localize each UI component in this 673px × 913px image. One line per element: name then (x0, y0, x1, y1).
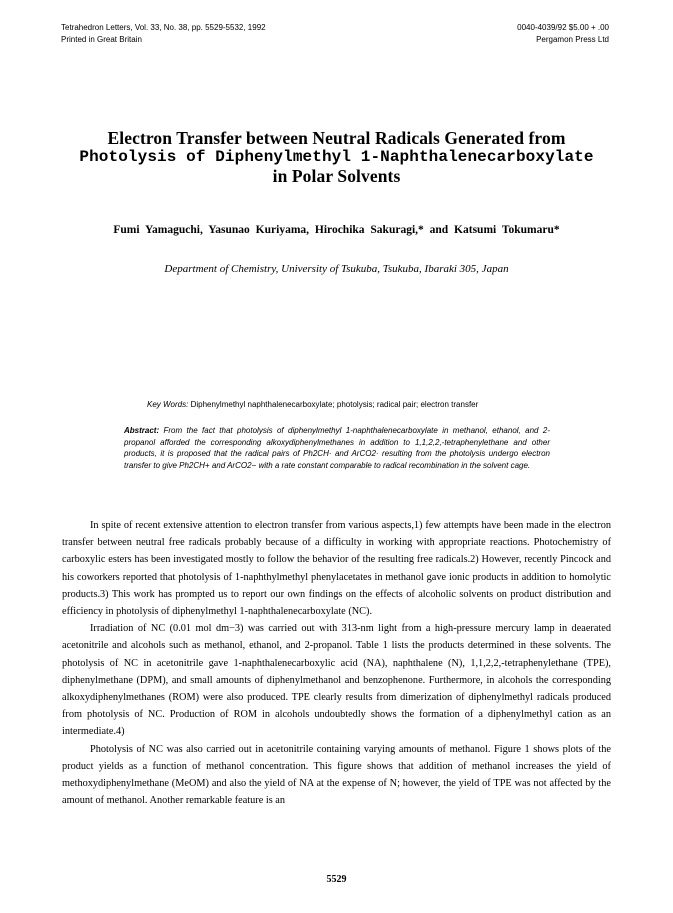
author-list: Fumi Yamaguchi, Yasunao Kuriyama, Hirochika Sakuragi,* and Katsumi Tokumaru* (113, 224, 560, 236)
title-line-1: Electron Transfer between Neutral Radicals Generated from (107, 128, 566, 148)
body-paragraph-2: Irradiation of NC (0.01 mol dm−3) was carried out with 313-nm light from a high-pressure mercury lamp in deaerated acetonitrile and alcohols such as methanol, ethanol, and 2-propanol. Table 1 lists the products determined in these solvents. The photolysis of NC in acetonitrile gave 1-naphthalenecarboxylic acid (NA), naphthalene (N), 1,1,2,2,-tetraphenylethane (TPE), diphenylmethane (DPM), and small amounts of diphenylmethanol and benzophenone. Furthermore, in alcohols the corresponding alkoxydiphenylmethanes (ROM) were also produced. TPE clearly results from dimerization of diphenylmethyl radicals produced from photolysis of NC. Production of ROM in alcohols undoubtedly shows the formation of a diphenylmethyl cation as an intermediate.4) (62, 623, 611, 738)
title-line-2: Photolysis of Diphenylmethyl 1-Naphthalenecarboxylate (79, 148, 594, 166)
price-code: 0040-4039/92 $5.00 + .00 (517, 23, 609, 32)
body-paragraph-3: Photolysis of NC was also carried out in acetonitrile containing varying amounts of methanol. Figure 1 shows plots of the product yields as a function of methanol concentration. This figure shows that addition of methanol increases the yield of methoxydiphenylmethane (MeOM) and also the yield of NA at the expense of N; however, the yield of TPE was not affected by the amount of methanol. Another remarkable feature is an (62, 743, 611, 807)
keywords-text: Diphenylmethyl naphthalenecarboxylate; photolysis; radical pair; electron transfer (190, 400, 479, 409)
journal-header (61, 22, 266, 46)
body-paragraph-1: In spite of recent extensive attention to electron transfer from various aspects,1) few attempts have been made in the electron transfer between neutral free radicals probably because of a difficulty in working with appropriate reactions. Photochemistry of carboxylic esters has been investigated mostly to follow the behavior of the resulting free radicals.2) However, recently Pincock and his coworkers reported that photolysis of 1-naphthylmethyl phenylacetates in methanol gave ionic products in addition to homolytic products.3) This work has prompted us to report our own findings on the effects of alcoholic solvents on product distribution and efficiency in photolysis of diphenylmethyl 1-naphthalenecarboxylate (NC). (62, 520, 611, 618)
publisher-name: Pergamon Press Ltd (536, 35, 609, 44)
title-line-3: in Polar Solvents (272, 166, 401, 186)
abstract (124, 425, 550, 472)
printed-location: Printed in Great Britain (61, 35, 142, 44)
page-number: 5529 (326, 874, 347, 885)
journal-citation: Tetrahedron Letters, Vol. 33, No. 38, pp. 5529-5532, 1992 (61, 23, 266, 32)
keywords (147, 399, 587, 411)
publisher-header (517, 22, 609, 46)
article-title (40, 129, 633, 186)
abstract-label: Abstract: (124, 426, 160, 435)
abstract-text: From the fact that photolysis of diphenylmethyl 1-naphthalenecarboxylate in methanol, ethanol, and 2-propanol afforded the corresponding alkoxydiphenylmethanes in addition to 1,1,2,2,-tetraphenylethane and other products, it is proposed that the radical pairs of Ph2CH· and ArCO2· resulting from the photolysis undergo electron transfer to give Ph2CH+ and ArCO2− with a rate constant comparable to radical recombination in the solvent cage. (124, 426, 550, 471)
keywords-label: Key Words: (147, 400, 189, 409)
affiliation: Department of Chemistry, University of Tsukuba, Tsukuba, Ibaraki 305, Japan (164, 263, 509, 275)
body-text (62, 517, 611, 809)
